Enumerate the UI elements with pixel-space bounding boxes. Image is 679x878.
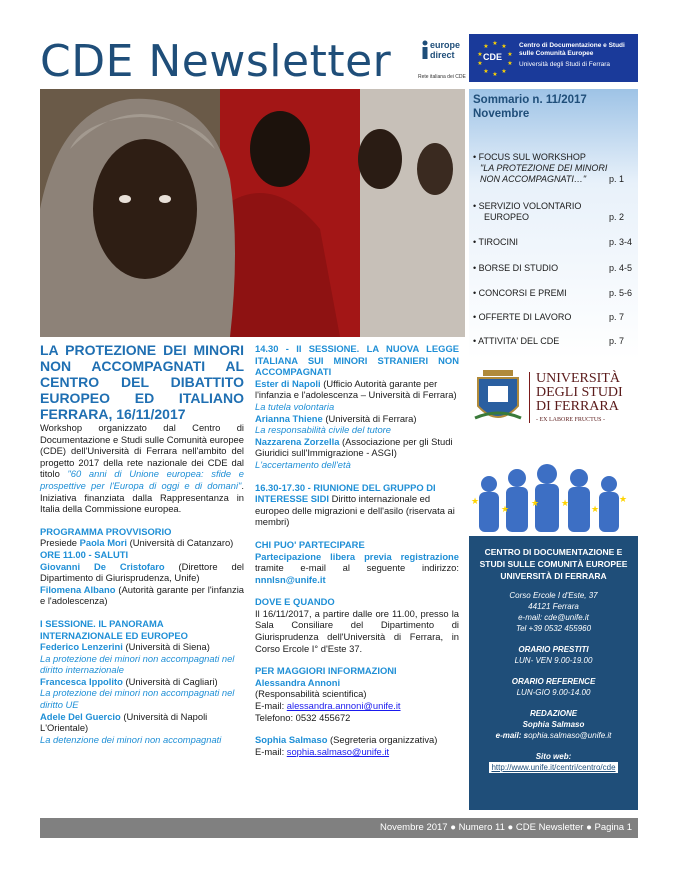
s2-speaker-1: Ester di Napoli (Ufficio Autorità garante per l'infanzia e l'adolescenza – Università di Ferrara) La tutela volontaria [255,377,457,412]
svg-text:★: ★ [477,52,483,58]
toc-page: p. 7 [609,312,625,322]
session-1-heading: I SESSIONE. IL PANORAMA INTERNAZIONALE ED EUROPEO [40,617,188,641]
s1-talk-3: La detenzione dei minori non accompagnati [40,733,222,745]
unife-motto: - EX LABORE FRUCTUS - [536,417,606,423]
article-title: LA PROTEZIONE DEI MINORI NON ACCOMPAGNATI AL CENTRO DEL DIBATTITO EUROPEO ED ITALIANO FERRARA, 16/11/2017 [40,342,244,422]
redazione-email[interactable]: ophia.salmaso@unife.it [528,731,612,740]
europe-direct-line1: europe [430,40,461,50]
redazione-title: REDAZIONE [529,709,578,718]
info1-email-line: E-mail: alessandra.annoni@unife.it [255,700,401,712]
web-title: Sito web: [535,752,572,761]
dove-heading: DOVE E QUANDO [255,596,335,608]
article-column-2 [255,343,459,757]
cde-header-box [469,34,638,82]
svg-text:★: ★ [471,496,480,506]
toc-item-concorsi[interactable]: • CONCORSI E PREMI p. 5-6 [473,288,633,298]
svg-text:★: ★ [492,72,498,78]
svg-text:★: ★ [483,44,489,50]
cover-photo [40,89,465,337]
toc-page: p. 2 [609,212,625,222]
session-3: 16.30-17.30 - RIUNIONE DEL GRUPPO DI INTERESSE SIDI Diritto internazionale ed europeo delle migrazioni e dell'asilo (riservata ai membri) [255,481,455,528]
info2-line: Sophia Salmaso (Segreteria organizzativa) [255,734,438,746]
prestiti-title: ORARIO PRESTITI [518,645,589,654]
s2-talk-2: La responsabilità civile del tutore [255,424,392,436]
svg-text:★: ★ [619,494,628,504]
europe-direct-line2: direct [430,50,455,60]
info1-role: (Responsabilità scientifica) [255,688,367,700]
contact-info-box [469,536,638,810]
newsletter-title: CDE Newsletter [40,36,392,87]
website-link[interactable]: http://www.unife.it/centri/centro/cde [491,763,616,772]
toc-item-servizio[interactable]: • SERVIZIO VOLONTARIO EUROPEO p. 2 [473,201,625,222]
saluti-speaker-2: Filomena Albano (Autorità garante per l'infanzia e l'adolescenza) [40,583,244,607]
cde-box-line2: Università degli Studi di Ferrara [519,61,611,68]
europe-direct-sub: Rete italiana dei CDE [418,74,466,80]
svg-text:★: ★ [492,41,498,47]
prestiti-hours: LUN- VEN 9.00-19.00 [514,656,593,665]
toc-page: p. 7 [609,336,625,346]
presiede: Presiede Paola Mori (Università di Catanzaro) [40,537,234,549]
unife-name-2: DEGLI STUDI [536,385,623,400]
europe-direct-logo [418,34,464,82]
unife-name-1: UNIVERSITÀ [536,371,620,386]
dove-text: Il 16/11/2017, a partire dalle ore 11.00, presso la Sala Consiliare del Dipartimento di Giurisprudenza dell'Università di Ferrara, in Corso Ercole I° d'Este 37. [255,607,459,654]
redazione-email-label: e-mail: s [495,731,529,740]
chi-heading: CHI PUO' PARTECIPARE [255,538,365,550]
toc-page: p. 3-4 [609,237,633,247]
svg-text:★: ★ [501,44,507,50]
people-silhouettes-image [469,462,638,532]
saluti-speaker-1: Giovanni De Cristofaro (Direttore del Dipartimento di Giurisprudenza, Unife) [40,560,244,584]
info2-email-link[interactable]: sophia.salmaso@unife.it [286,745,390,757]
registration-email[interactable]: nnnlsn@unife.it [255,573,326,585]
svg-text:★: ★ [477,61,483,67]
s1-talk-1: La protezione dei minori non accompagnati nel diritto internazionale [40,652,235,676]
svg-text:★: ★ [561,498,570,508]
reference-hours: LUN-GIO 9.00-14.00 [516,688,591,697]
eu-people-icon [469,462,638,532]
info1-email-link[interactable]: alessandra.annoni@unife.it [286,700,401,712]
redazione-name: Sophia Salmaso [522,720,585,729]
toc-item-tirocini[interactable]: • TIROCINI p. 3-4 [473,237,633,247]
s1-talk-2: La protezione dei minori non accompagnati nel diritto UE [40,687,235,711]
s1-speaker-2: Francesca Ippolito (Università di Cagliari) [40,675,218,687]
s2-speaker-3: Nazzarena Zorzella (Associazione per gli Studi Giuridici sull'Immigrazione - ASGI) [255,435,453,459]
contact-email[interactable]: e-mail: cde@unife.it [518,613,589,622]
toc-item-offerte[interactable]: • OFFERTE DI LAVORO p. 7 [473,312,625,322]
saluti-heading: ORE 11.00 - SALUTI [40,548,129,560]
toc-page: p. 4-5 [609,263,633,273]
cde-box-line1: Centro di Documentazione e Studi sulle Comunità Europee [519,42,625,57]
svg-text:★: ★ [501,69,507,75]
toc-page: p. 1 [609,174,625,184]
unife-name-3: DI FERRARA [536,399,619,414]
s2-talk-3: L'accertamento dell'età [255,458,351,470]
toc-page: p. 5-6 [609,288,633,298]
contact-address2: 44121 Ferrara [528,602,579,611]
svg-text:★: ★ [507,61,513,67]
cde-logo-label: CDE [483,52,503,62]
info1-name: Alessandra Annoni [255,676,341,688]
svg-text:★: ★ [531,498,540,508]
cover-photo-illustration [40,89,465,337]
s1-speaker-3: Adele Del Guercio (Università di Napoli L'Orientale) [40,710,208,734]
unife-crest-icon [473,368,523,430]
reference-title: ORARIO REFERENCE [511,677,596,686]
toc-item-focus[interactable]: • FOCUS SUL WORKSHOP "LA PROTEZIONE DEI MINORI NON ACCOMPAGNATI…" p. 1 [473,152,625,184]
s1-speaker-1: Federico Lenzerini (Università di Siena) [40,641,210,653]
info2-email-line: E-mail: sophia.salmaso@unife.it [255,745,390,757]
svg-text:★: ★ [591,504,600,514]
contact-box-title: CENTRO DI DOCUMENTAZIONE E STUDI SULLE COMUNITÀ EUROPEE UNIVERSITÀ DI FERRARA [479,547,628,581]
svg-text:★: ★ [483,69,489,75]
info-heading: PER MAGGIORI INFORMAZIONI [255,665,397,677]
chi-text: Partecipazione libera previa registrazione tramite e-mail al seguente indirizzo: nnnlsn@unife.it [255,550,459,585]
toc-item-attivita[interactable]: • ATTIVITA' DEL CDE p. 7 [473,336,625,346]
article-column-1 [40,342,244,745]
unife-logo [473,368,638,432]
page-footer: Novembre 2017 ● Numero 11 ● CDE Newsletter ● Pagina 1 [40,818,638,838]
svg-text:★: ★ [501,504,510,514]
contact-tel: Tel +39 0532 455960 [515,624,592,633]
contact-address1: Corso Ercole I d'Este, 37 [509,591,598,600]
session-2-heading: 14.30 - II SESSIONE. LA NUOVA LEGGE ITALIANA SUI MINORI STRANIERI NON ACCOMPAGNATI [255,343,459,378]
programma-heading: PROGRAMMA PROVVISORIO [40,525,172,537]
info1-phone: Telefono: 0532 455672 [255,711,351,723]
svg-text:★: ★ [507,52,513,58]
toc-item-borse[interactable]: • BORSE DI STUDIO p. 4-5 [473,263,633,273]
s2-speaker-2: Arianna Thiene (Università di Ferrara) [255,412,417,424]
article-intro: Workshop organizzato dal Centro di Documentazione e Studi sulle Comunità europee (CDE) dell'Università di Ferrara nell'ambito del progetto 2017 della rete nazionale dei CDE dal titolo "60 anni di Unione europea: sfide e prospettive per l'Europa di oggi e di domani". Iniziativa finanziata dalla Rappresentanza in Italia della Commissione europea. [40,422,244,515]
summary-title: Sommario n. 11/2017 Novembre [473,94,587,120]
